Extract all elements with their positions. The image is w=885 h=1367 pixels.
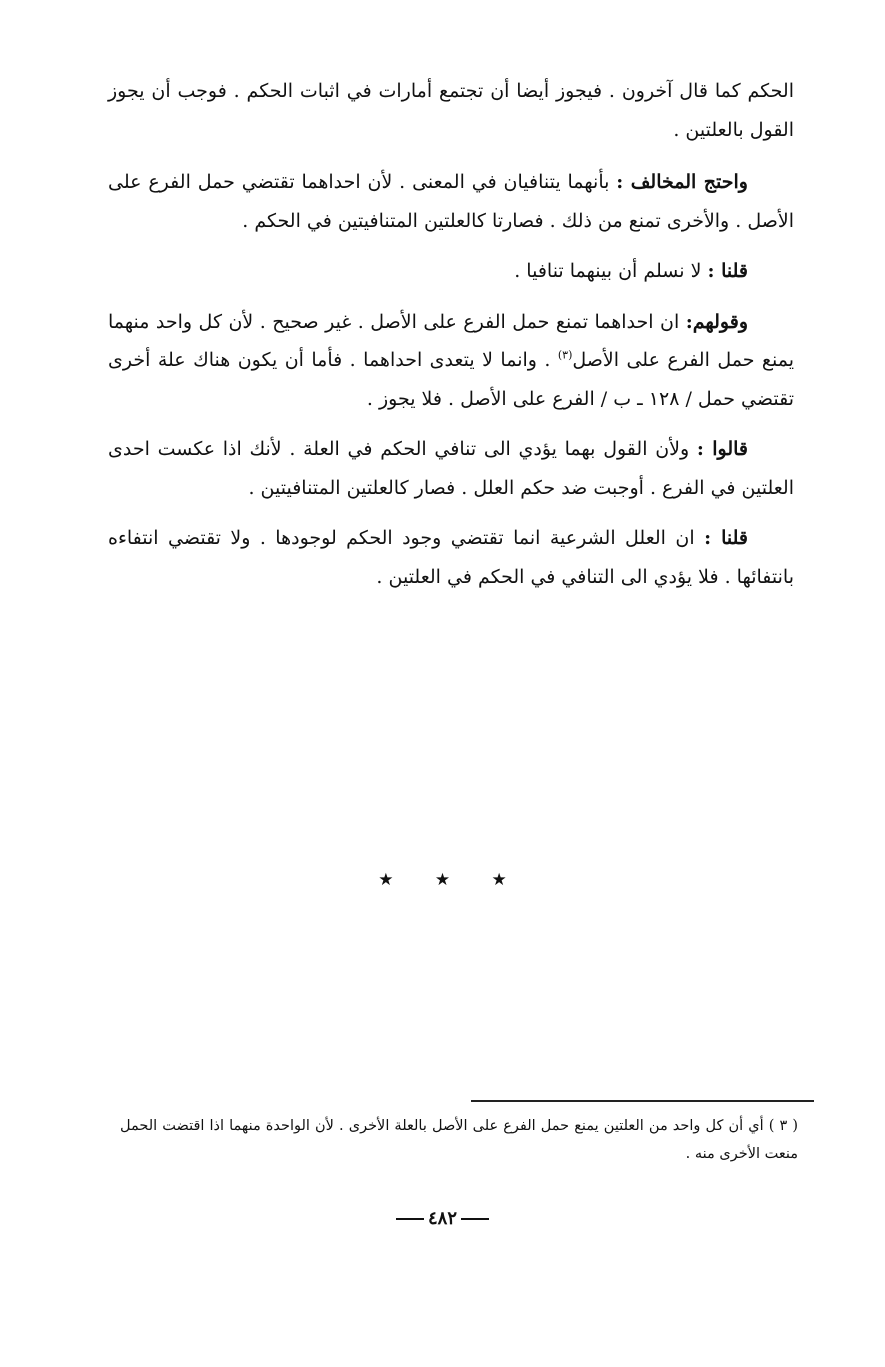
page-number-dash — [396, 1218, 424, 1220]
paragraph-reply — [108, 519, 794, 596]
star-icon: ★ — [491, 870, 507, 890]
paragraph-lead: واحتج المخالف — [630, 171, 748, 193]
paragraph-text: بأنهما يتنافيان في المعنى . لأن احداهما تقتضي حمل الفرع على الأصل . والأخرى تمنع من ذلك . فصارتا كالعلتين المتنافيتين في الحكم . — [108, 171, 794, 232]
footnote-reference: (٣) — [557, 348, 573, 362]
paragraph-text: الحكم كما قال آخرون . فيجوز أيضا أن تجتمع أمارات في اثبات الحكم . فوجب أن يجوز القول بالعلتين . — [108, 80, 794, 141]
section-separator — [0, 870, 885, 890]
paragraph-reply — [108, 252, 794, 291]
paragraph-their-statement — [108, 303, 794, 419]
paragraph-text: . وانما لا يتعدى احداهما . فأما أن يكون هناك علة أخرى تقتضي حمل / ١٢٨ ـ ب / الفرع على الأصل . فلا يجوز . — [108, 349, 794, 410]
paragraph-text: ان العلل الشرعية انما تقتضي وجود الحكم لوجودها . ولا تقتضي انتفاءه بانتفائها . فلا يؤدي الى التنافي في الحكم في العلتين . — [108, 527, 794, 588]
paragraph-lead: قلنا — [721, 260, 748, 282]
paragraph-lead: قلنا — [721, 527, 748, 549]
paragraph-continuation — [108, 72, 794, 149]
page-number-dash — [461, 1218, 489, 1220]
page-number — [0, 1208, 885, 1229]
star-icon: ★ — [378, 870, 394, 890]
main-text — [108, 72, 794, 608]
paragraph-lead: وقولهم — [692, 310, 748, 333]
lead-colon: : — [696, 438, 713, 460]
lead-colon: : — [616, 171, 631, 193]
lead-colon: : — [707, 260, 722, 282]
lead-colon: : — [704, 527, 722, 549]
paragraph-text: لا نسلم أن بينهما تنافيا . — [514, 260, 708, 282]
paragraph-they-said — [108, 430, 794, 507]
paragraph-text: ان احداهما تمنع حمل الفرع على الأصل . غير صحيح . لأن كل واحد منهما يمنع حمل الفرع على الأصل — [108, 310, 794, 371]
page-number-value: ٤٨٢ — [427, 1208, 457, 1229]
footnote: ( ٣ ) أي أن كل واحد من العلتين يمنع حمل الفرع على الأصل بالعلة الأخرى . لأن الواحدة منهما اذا اقتضت الحمل منعت الأخرى منه . — [120, 1118, 798, 1162]
lead-colon: : — [685, 310, 693, 333]
paragraph-opponent-argument — [108, 163, 794, 240]
star-icon: ★ — [434, 870, 451, 890]
paragraph-lead: قالوا — [712, 438, 748, 460]
footnote-divider — [471, 1100, 814, 1102]
paragraph-text: ولأن القول بهما يؤدي الى تنافي الحكم في العلة . لأنك اذا عكست احدى العلتين في الفرع . أوجبت ضد حكم العلل . فصار كالعلتين المتنافيتين . — [108, 438, 794, 499]
